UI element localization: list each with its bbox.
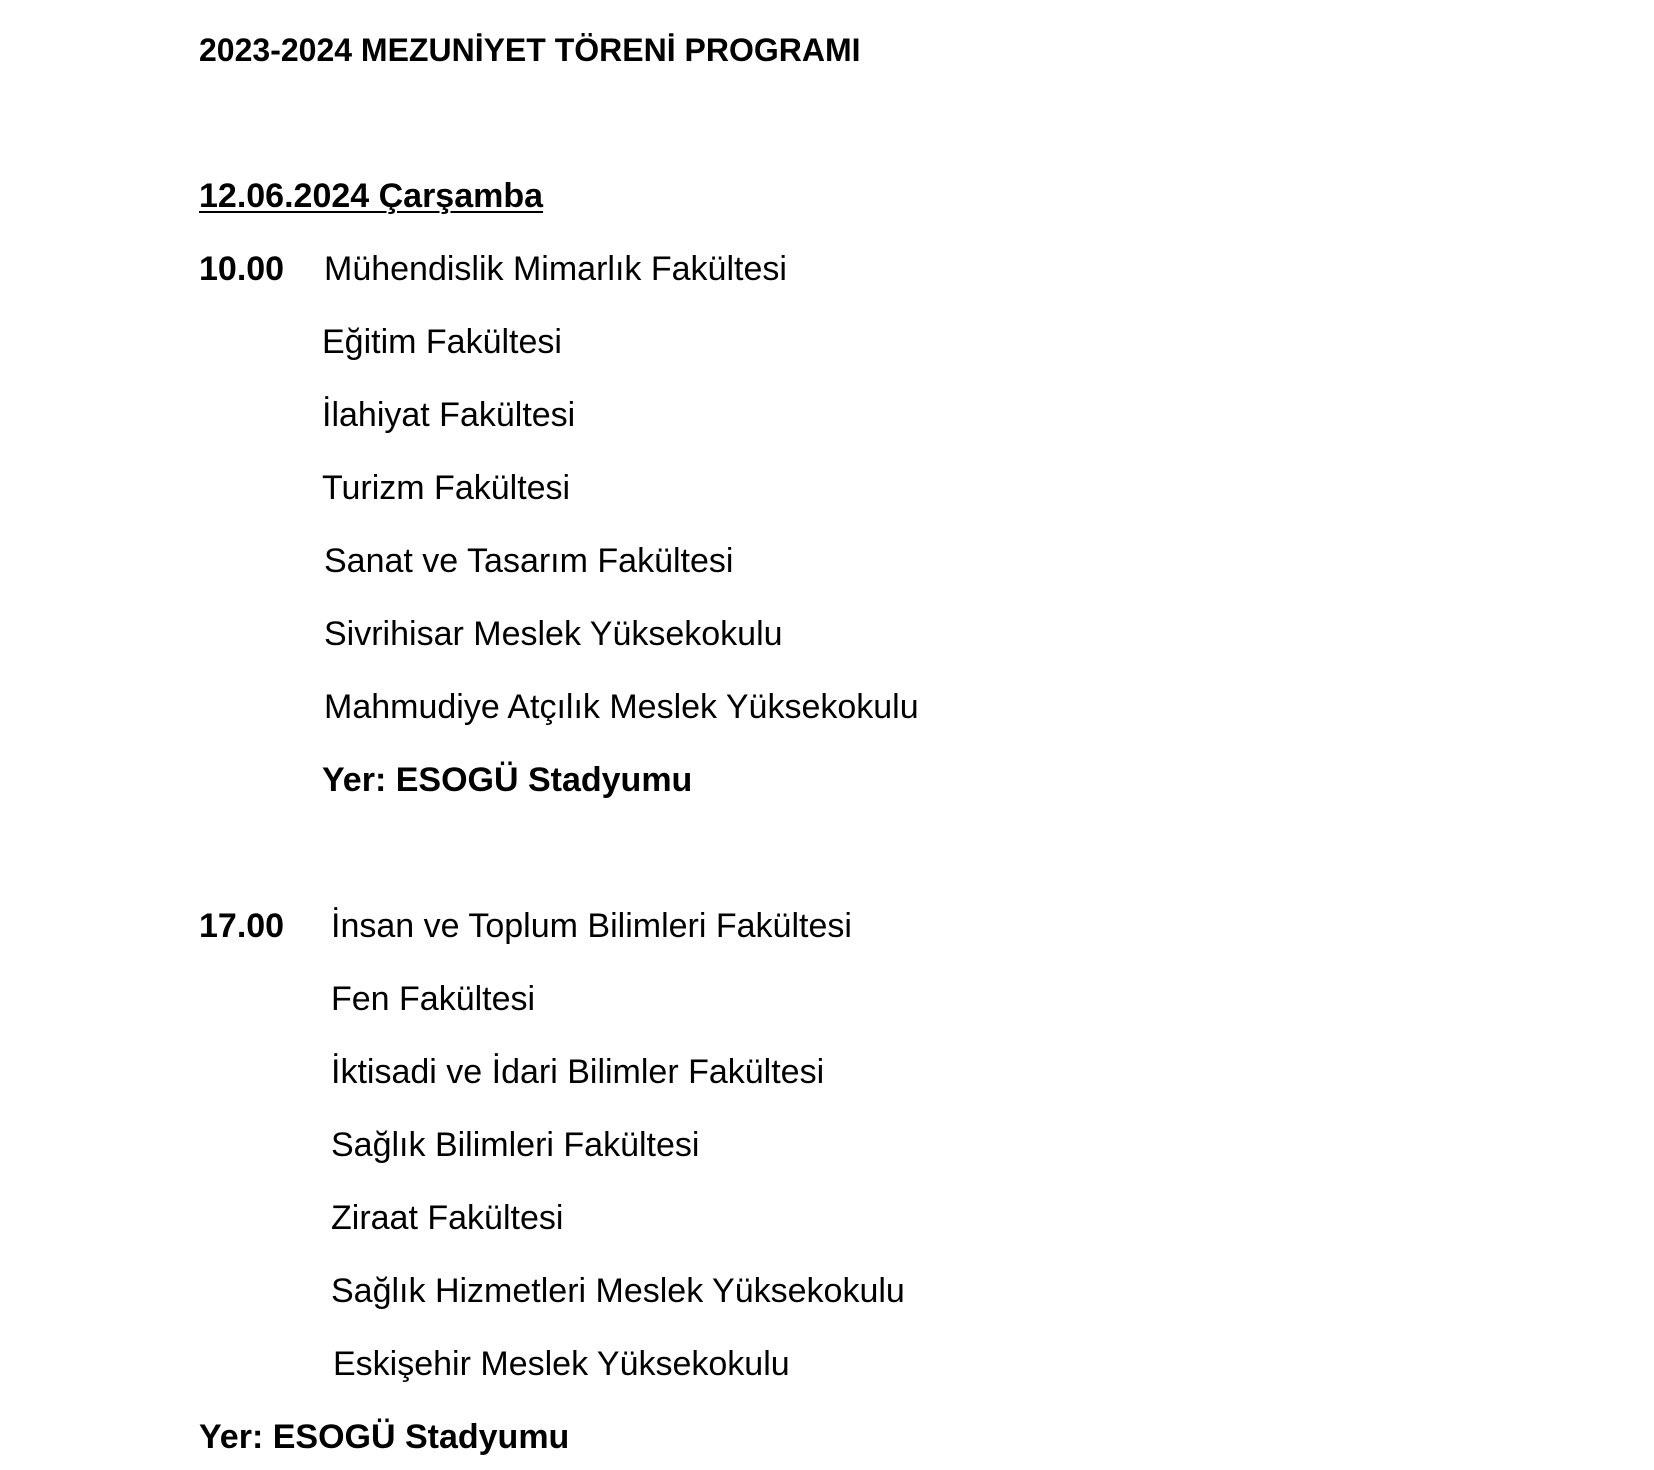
ceremony-date: 12.06.2024 Çarşamba — [199, 177, 544, 215]
session-unit: Eskişehir Meslek Yüksekokulu — [333, 1345, 790, 1383]
session-unit: İlahiyat Fakültesi — [322, 396, 576, 434]
session-time: 10.00 — [199, 250, 285, 288]
session-unit: Mühendislik Mimarlık Fakültesi — [324, 250, 787, 288]
session-unit: Mahmudiye Atçılık Meslek Yüksekokulu — [324, 688, 919, 726]
session-unit: Sivrihisar Meslek Yüksekokulu — [324, 615, 783, 653]
page-title: 2023-2024 MEZUNİYET TÖRENİ PROGRAMI — [199, 32, 861, 68]
session-venue: Yer: ESOGÜ Stadyumu — [322, 761, 693, 799]
session-unit: Sağlık Bilimleri Fakültesi — [331, 1126, 700, 1164]
session-venue: Yer: ESOGÜ Stadyumu — [199, 1418, 570, 1456]
session-unit: İktisadi ve İdari Bilimler Fakültesi — [331, 1053, 825, 1091]
session-unit: Sağlık Hizmetleri Meslek Yüksekokulu — [331, 1272, 905, 1310]
session-unit: Eğitim Fakültesi — [322, 323, 562, 361]
session-unit: Turizm Fakültesi — [322, 469, 571, 507]
session-unit: İnsan ve Toplum Bilimleri Fakültesi — [331, 907, 852, 945]
session-unit: Sanat ve Tasarım Fakültesi — [324, 542, 734, 580]
session-unit: Fen Fakültesi — [331, 980, 536, 1018]
session-unit: Ziraat Fakültesi — [331, 1199, 564, 1237]
session-time: 17.00 — [199, 907, 285, 945]
